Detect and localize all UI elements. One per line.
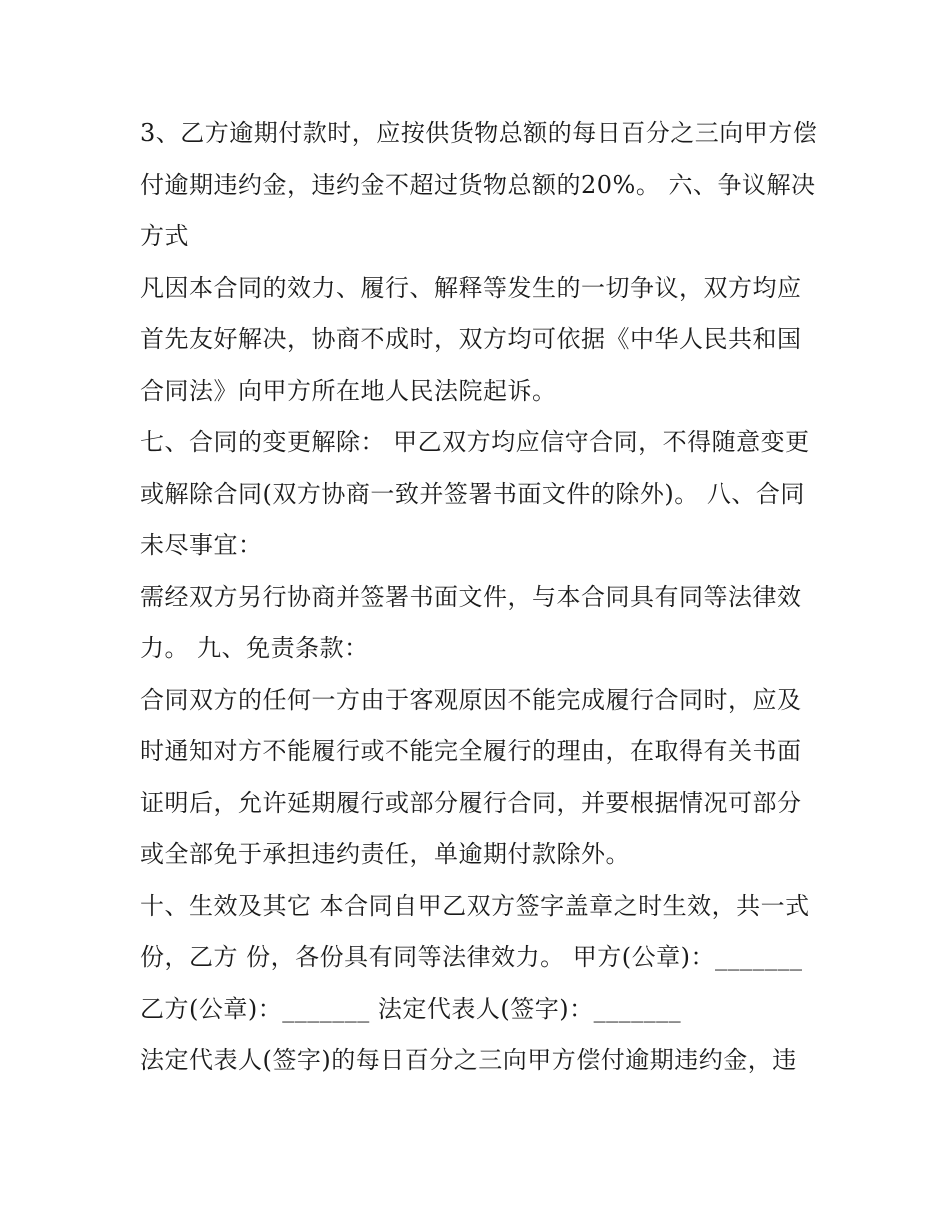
paragraph-unfinished-matters: 需经双方另行协商并签署书面文件，与本合同具有同等法律效力。 九、免责条款：	[140, 582, 802, 662]
contract-body	[140, 108, 820, 1087]
paragraph-dispute-resolution: 凡因本合同的效力、履行、解释等发生的一切争议，双方均应首先友好解决，协商不成时，双方均可依据《中华人民共和国合同法》向甲方所在地人民法院起诉。	[140, 273, 802, 405]
paragraph-late-payment: 3、乙方逾期付款时，应按供货物总额的每日百分之三向甲方偿付逾期违约金，违约金不超过货物总额的20%。 六、争议解决方式	[140, 119, 818, 250]
paragraph-signatures: 乙方(公章)：_______ 法定代表人(签字)：_______	[140, 994, 682, 1023]
paragraph-exemption-clause: 合同双方的任何一方由于客观原因不能完成履行合同时，应及时通知对方不能履行或不能完全履行的理由，在取得有关书面证明后，允许延期履行或部分履行合同，并要根据情况可部分或全部免于承担违约责任，单逾期付款除外。	[140, 685, 802, 868]
paragraph-contract-change: 七、合同的变更解除： 甲乙双方均应信守合同，不得随意变更或解除合同(双方协商一致并签署书面文件的除外)。 八、合同未尽事宜：	[140, 428, 810, 559]
paragraph-trailing: 法定代表人(签字)的每日百分之三向甲方偿付逾期违约金，违	[140, 1046, 797, 1074]
paragraph-effectiveness: 十、生效及其它 本合同自甲乙双方签字盖章之时生效，共一式份，乙方 份，各份具有同等法律效力。 甲方(公章)：_______	[140, 891, 810, 971]
